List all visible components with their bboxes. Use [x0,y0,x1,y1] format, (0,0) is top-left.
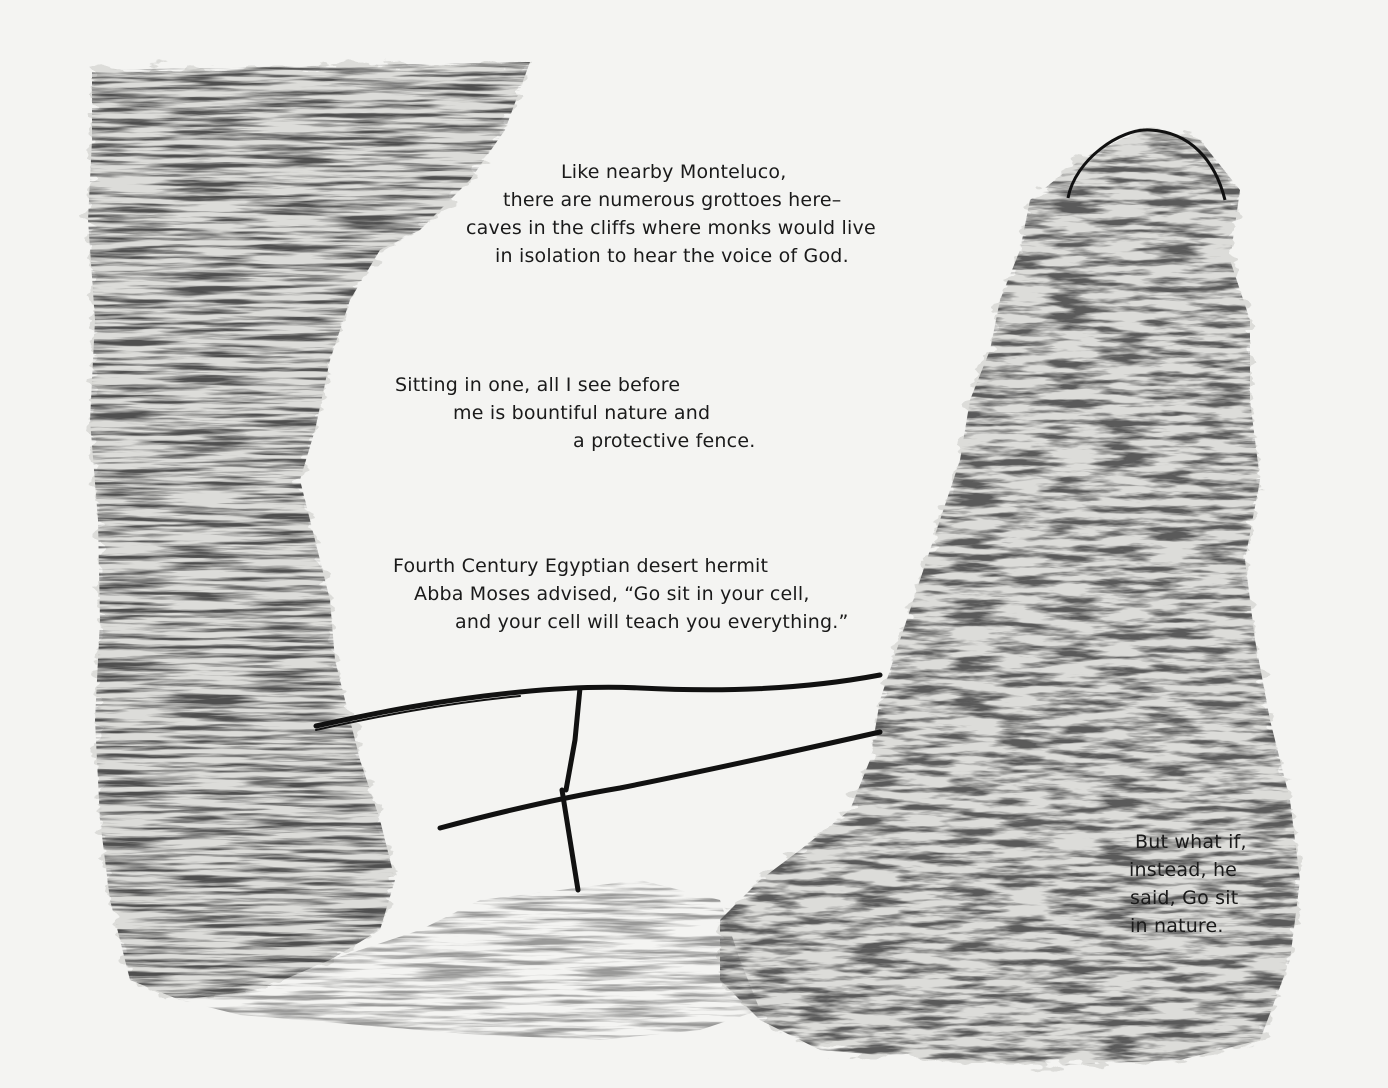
caption-line: there are numerous grottoes here– [503,189,842,211]
caption-line: me is bountiful nature and [453,402,711,424]
caption-line: and your cell will teach you everything.” [455,611,849,633]
caption-line: Like nearby Monteluco, [561,161,787,183]
caption-line: in nature. [1130,915,1224,937]
caption-line: Fourth Century Egyptian desert hermit [393,555,769,577]
caption-line: instead, he [1129,859,1238,881]
caption-line: Abba Moses advised, “Go sit in your cell, [414,583,810,605]
caption-line: caves in the cliffs where monks would live [466,217,876,239]
caption-line: in isolation to hear the voice of God. [495,245,849,267]
caption-line: But what if, [1135,831,1247,853]
caption-line: said, Go sit [1130,887,1239,909]
caption-line: Sitting in one, all I see before [395,374,681,396]
left-cliff [88,62,530,1000]
caption-line: a protective fence. [573,430,756,452]
